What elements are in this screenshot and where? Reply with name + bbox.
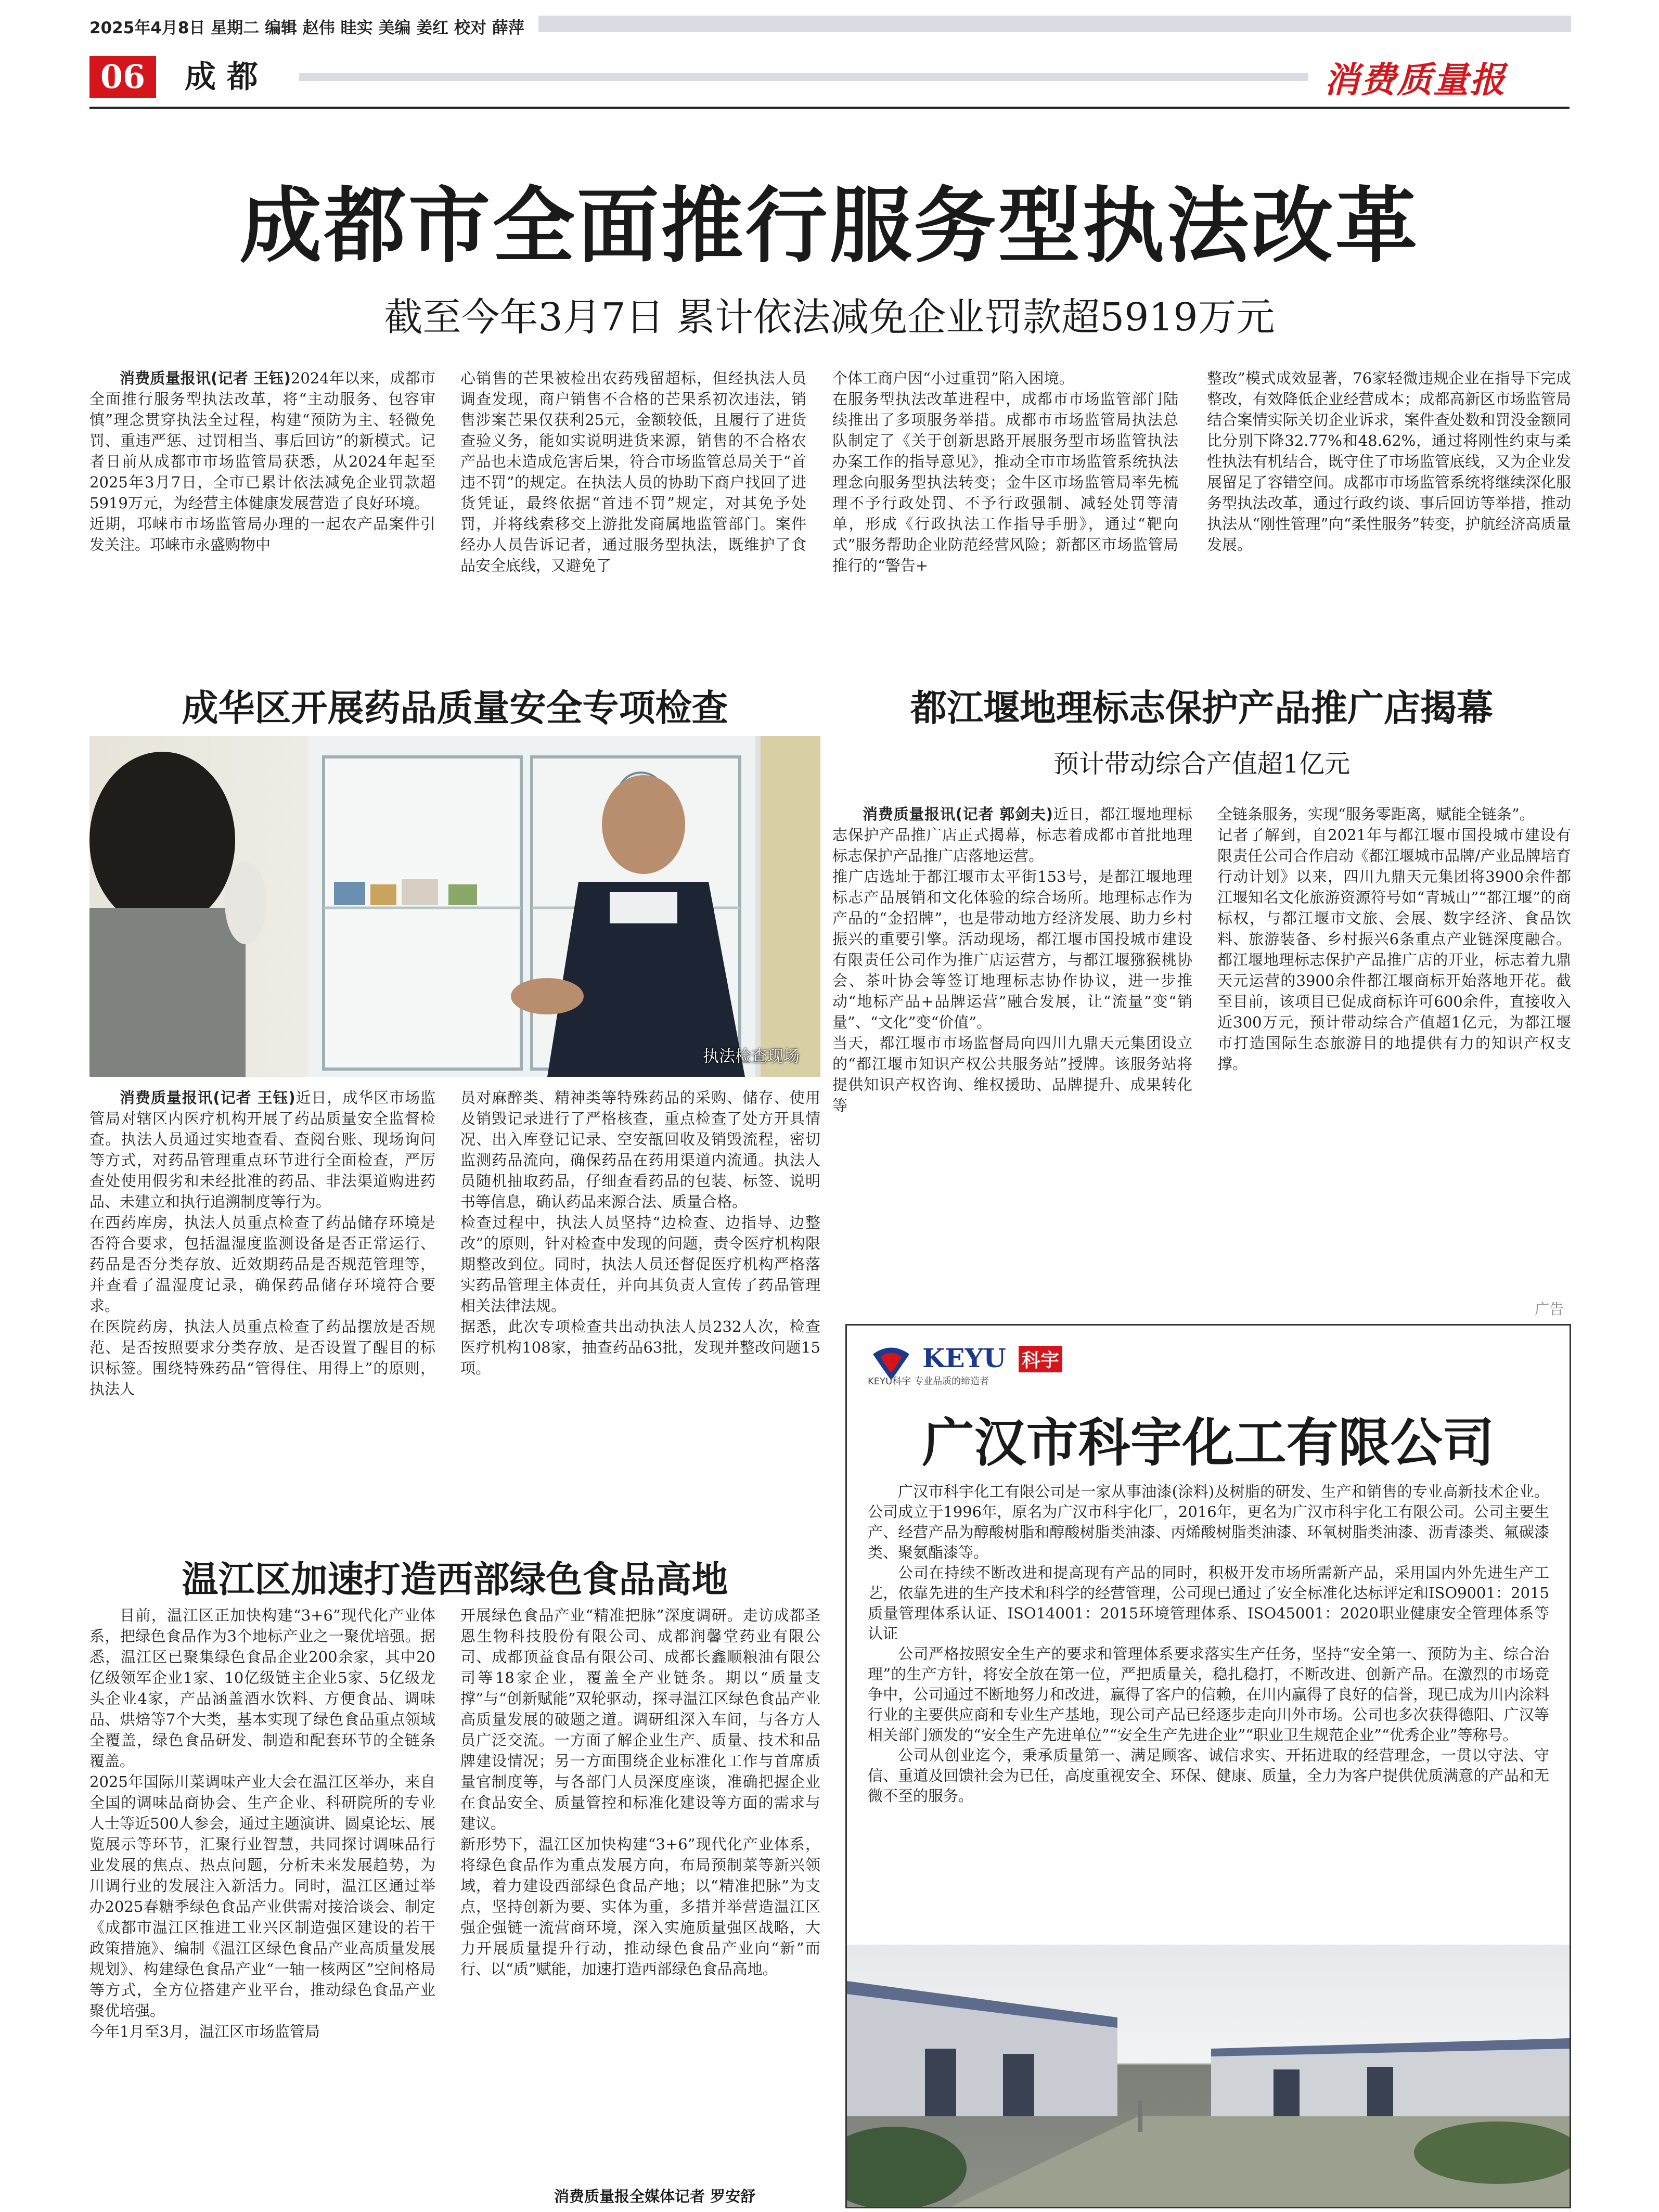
dujiangyan-text-2: 全链条服务，实现“服务零距离，赋能全链条”。 记者了解到，自2021年与都江堰市国投城市建设有限责任公司合作启动《都江堰城市品牌/产业品牌培育行动计划》以来，四川九鼎天元集团将3900余件都江堰知名文化旅游资源符号如“青城山”“都江堰”的商标权，与都江堰市文旅、会展、数字经济、食品饮料、旅游装备、乡村振兴6条重点产业链深度融合。都江堰地理标志保护产品推广店的开业，标志着九鼎天元运营的3900余件都江堰商标开始落地开花。截至目前，该项目已促成商标许可600余件，直接收入近300万元，预计带动综合产值超1亿元，为都江堰市打造国际生态旅游目的地提供有力的知识产权支撑。: [1217, 805, 1571, 1073]
lead-col-1: [89, 368, 435, 664]
dujiangyan-title: 都江堰地理标志保护产品推广店揭幕: [910, 687, 1493, 729]
wenjiang-col-1: [89, 1605, 435, 2208]
inspection-photo: [89, 736, 820, 1077]
ad-body: [868, 1482, 1549, 1939]
inspection-photo-graphic: [89, 736, 820, 1077]
lead-col-2: [460, 368, 806, 664]
dujiangyan-text-1: 近日，都江堰地理标志保护产品推广店正式揭幕，标志着成都市首批地理标志保护产品推广店落地运营。 推广店选址于都江堰市太平街153号，是都江堰地理标志产品展销和文化体验的综合场所。地理标志作为产品的“金招牌”，也是带动地方经济发展、助力乡村振兴的重要引擎。活动现场，都江堰市国投城市建设有限责任公司作为推广店运营方，与都江堰猕猴桃协会、茶叶协会等签订地理标志协作协议，进一步推动“地标产品+品牌运营”融合发展，让“流量”变“销量”、“文化”变“价值”。 当天，都江堰市市场监督局向四川九鼎天元集团设立的“都江堰市知识产权公共服务站”授牌。该服务站将提供知识产权咨询、维权援助、品牌提升、成果转化等: [832, 805, 1192, 1114]
ad-box: [845, 1324, 1571, 2208]
header-bar: [538, 16, 1571, 32]
factory-photo: [847, 1945, 1570, 2207]
chenghua-title: 成华区开展药品质量安全专项检查: [182, 687, 728, 729]
lead-text-3: 个体工商户因“小过重罚”陷入困境。 在服务型执法改革进程中，成都市市场监管部门陆续推出了多项服务举措。成都市市场监管局执法总队制定了《关于创新思路开展服务型市场监管执法办案工作的指导意见》，推动全市市场监管系统执法理念向服务型执法转变；金牛区市场监管局率先梳理不予行政处罚、不予行政强制、减轻处罚等清单，形成《行政执法工作指导手册》，通过“靶向式”服务帮助企业防范经营风险；新都区市场监管局推行的“警告+: [832, 369, 1178, 574]
ad-logo: [868, 1339, 1180, 1385]
chenghua-col-2: [460, 1087, 820, 1529]
lead-text-4: 整改”模式成效显著，76家轻微违规企业在指导下完成整改，有效降低企业经营成本；成都高新区市场监管局结合案情实际关切企业诉求，案件查处数和罚没金额同比分别下降32.77%和48.62%，通过将刚性约束与柔性执法有机结合，既守住了市场监管底线，又为企业发展留足了容错空间。成都市市场监管系统将继续深化服务型执法改革，通过行政约谈、事后回访等举措，推动执法从“刚性管理”向“柔性服务”转变，护航经济高质量发展。: [1207, 369, 1571, 554]
date-line: 2025年4月8日 星期二 编辑 赵伟 眭实 美编 姜红 校对 薛萍: [89, 19, 524, 37]
ad-logo-sub: KEYU科宇 专业品质的缔造者: [868, 1376, 989, 1387]
wenjiang-text-1: 目前，温江区正加快构建“3+6”现代化产业体系，把绿色食品作为3个地标产业之一聚优培强。据悉，温江区已聚集绿色食品企业200余家，其中20亿级领军企业1家、10亿级链主企业5家、5亿级龙头企业4家，产品涵盖酒水饮料、方便食品、调味品、烘焙等7个大类，基本实现了绿色食品重点领域全覆盖，绿色食品研发、制造和配套环节的全链条覆盖。 2025年国际川菜调味产业大会在温江区举办，来自全国的调味品商协会、生产企业、科研院所的专业人士等近500人参会，通过主题演讲、圆桌论坛、展览展示等环节，汇聚行业智慧，共同探讨调味品行业发展的焦点、热点问题，分析未来发展趋势，为川调行业的发展注入新活力。同时，温江区通过举办2025春糖季绿色食品产业供需对接洽谈会、制定《成都市温江区推进工业兴区制造强区建设的若干政策措施》、编制《温江区绿色食品产业高质量发展规划》、构建绿色食品产业“一轴一核两区”空间格局等方式，全方位搭建产业平台，推动绿色食品产业聚优培强。 今年1月至3月，温江区市场监管局: [89, 1606, 435, 2040]
chenghua-byline: 消费质量报讯(记者 王钰): [120, 1089, 295, 1107]
dujiangyan-subtitle: 预计带动综合产值超1亿元: [1053, 749, 1351, 779]
ad-paragraph-2: 公司在持续不断改进和提高现有产品的同时，积极开发市场所需新产品，采用国内外先进生产工艺，依靠先进的生产技术和科学的经营管理，公司现已通过了安全标准化达标评定和ISO9001：2015质量管理体系认证、ISO14001：2015环境管理体系、ISO45001：2020职业健康安全管理体系等认证: [868, 1564, 1549, 1642]
lead-byline: 消费质量报讯(记者 王钰): [120, 369, 291, 387]
lead-subtitle: 截至今年3月7日 累计依法减免企业罚款超5919万元: [384, 295, 1275, 340]
factory-graphic: [847, 1945, 1570, 2207]
dujiangyan-byline: 消费质量报讯(记者 郭剑夫): [863, 805, 1053, 823]
ad-logo-badge: 科宇: [1019, 1346, 1062, 1372]
lead-text-1: 2024年以来，成都市全面推行服务型执法改革，将“主动服务、包容审慎”理念贯穿执法全过程，构建“预防为主、轻微免罚、重违严惩、过罚相当、事后回访”的新模式。记者日前从成都市市场监管局获悉，从2024年起至2025年3月7日，全市已累计依法减免企业罚款超5919万元，为经营主体健康发展营造了良好环境。 近期，邛崃市市场监管局办理的一起农产品案件引发关注。邛崃市永盛购物中: [89, 369, 435, 554]
section-name: 成 都: [185, 59, 258, 95]
ad-paragraph-1: 广汉市科宇化工有限公司是一家从事油漆(涂料)及树脂的研发、生产和销售的专业高新技术企业。公司成立于1996年，原名为广汉市科宇化厂，2016年，更名为广汉市科宇化工有限公司。公司主要生产、经营产品为醇酸树脂和醇酸树脂类油漆、丙烯酸树脂类油漆、环氧树脂类油漆、沥青漆类、氟碳漆类、聚氨酯漆等。: [868, 1483, 1549, 1561]
ad-paragraph-4: 公司从创业迄今，秉承质量第一、满足顾客、诚信求实、开拓进取的经营理念，一贯以守法、守信、重道及回馈社会为已任，高度重视安全、环保、健康、质量，全力为客户提供优质满意的产品和无微不至的服务。: [868, 1746, 1549, 1805]
wenjiang-text-2: 开展绿色食品产业“精准把脉”深度调研。走访成都圣恩生物科技股份有限公司、成都润馨堂药业有限公司、成都顶益食品有限公司、成都长鑫顺粮油有限公司等18家企业，覆盖全产业链条。期以“质量支撑”与“创新赋能”双轮驱动，探寻温江区绿色食品产业高质量发展的破题之道。调研组深入车间，与各方人员广泛交流。一方面了解企业生产、质量、技术和品牌建设情况；另一方面围绕企业标准化工作与首席质量官制度等，与各部门人员深度座谈，准确把握企业在食品安全、质量管控和标准化建设等方面的需求与建议。 新形势下，温江区加快构建“3+6”现代化产业体系，将绿色食品作为重点发展方向，布局预制菜等新兴领域，着力建设西部绿色食品产地；以“精准把脉”为支点，坚持创新为要、实体为重，多措并举营造温江区强企强链一流营商环境，深入实施质量强区战略，大力开展质量提升行动，推动绿色食品产业向“新”而行、以“质”赋能，加速打造西部绿色食品高地。: [460, 1606, 820, 1978]
header-divider: [89, 107, 1570, 109]
page-number: 06: [89, 56, 156, 98]
wenjiang-col-2: [460, 1605, 820, 2182]
wenjiang-title: 温江区加速打造西部绿色食品高地: [182, 1558, 728, 1601]
wenjiang-byline: 消费质量报全媒体记者 罗安舒: [554, 2188, 756, 2205]
photo-caption: 执法检查现场: [703, 1047, 800, 1066]
lead-text-2: 心销售的芒果被检出农药残留超标，但经执法人员调查发现，商户销售不合格的芒果系初次违法，销售涉案芒果仅获利25元，金额较低，且履行了进货查验义务，能如实说明进货来源，销售的不合格农产品也未造成危害后果，符合市场监管总局关于“首违不罚”的规定。在执法人员的协助下商户找回了进货凭证，最终依据“首违不罚”规定，对其免予处罚，并将线索移交上游批发商属地监管部门。案件经办人员告诉记者，通过服务型执法，既维护了食品安全底线，又避免了: [460, 369, 806, 574]
chenghua-col-1: [89, 1087, 435, 1529]
masthead: 消费质量报: [1324, 60, 1507, 101]
lead-col-3: [832, 368, 1178, 664]
lead-col-4: [1207, 368, 1571, 664]
dujiangyan-col-2: [1217, 804, 1571, 1220]
ad-tag: 广告: [1535, 1301, 1564, 1318]
lead-title: 成都市全面推行服务型执法改革: [239, 178, 1420, 274]
dujiangyan-col-1: [832, 804, 1192, 1220]
chenghua-text-2: 员对麻醉类、精神类等特殊药品的采购、储存、使用及销毁记录进行了严格核查，重点检查了处方开具情况、出入库登记记录、空安瓿回收及销毁流程，密切监测药品流向，确保药品在药用渠道内流通。执法人员随机抽取药品，仔细查看药品的包装、标签、说明书等信息，确认药品来源合法、质量合格。 检查过程中，执法人员坚持“边检查、边指导、边整改”的原则，针对检查中发现的问题，责令医疗机构限期整改到位。同时，执法人员还督促医疗机构严格落实药品管理主体责任，并向其负责人宣传了药品管理相关法律法规。 据悉，此次专项检查共出动执法人员232人次，检查医疗机构108家，抽查药品63批，发现并整改问题15项。: [460, 1089, 820, 1377]
ad-paragraph-3: 公司严格按照安全生产的要求和管理体系要求落实生产任务，坚持“安全第一、预防为主、综合治理”的生产方针，将安全放在第一位，严把质量关，稳扎稳打，不断改进、创新产品。在激烈的市场竞争中，公司通过不断地努力和改进，赢得了客户的信赖，在川内赢得了良好的信誉，现已成为川内涂料行业的主要供应商和专业生产基地，现公司产品已经逐步走向川外市场。公司也多次获得德阳、广汉等相关部门颁发的“安全生产先进单位”“安全生产先进企业”“职业卫生规范企业”“优秀企业”等称号。: [868, 1645, 1549, 1744]
ad-logo-text: KEYU: [922, 1343, 1006, 1373]
chenghua-text-1: 近日，成华区市场监管局对辖区内医疗机构开展了药品质量安全监督检查。执法人员通过实地查看、查阅台账、现场询问等方式，对药品管理重点环节进行全面检查，严厉查处使用假劣和未经批准的药品、非法渠道购进药品、未建立和执行追溯制度等行为。 在西药库房，执法人员重点检查了药品储存环境是否符合要求，包括温湿度监测设备是否正常运行、药品是否分类存放、近效期药品是否规范管理等，并查看了温湿度记录，确保药品储存环境符合要求。 在医院药房，执法人员重点检查了药品摆放是否规范、是否按照要求分类存放、是否设置了醒目的标识标签。围绕特殊药品“管得住、用得上”的原则，执法人: [89, 1089, 435, 1398]
header-bar-2: [299, 73, 1308, 81]
ad-company-title: 广汉市科宇化工有限公司: [922, 1412, 1495, 1473]
